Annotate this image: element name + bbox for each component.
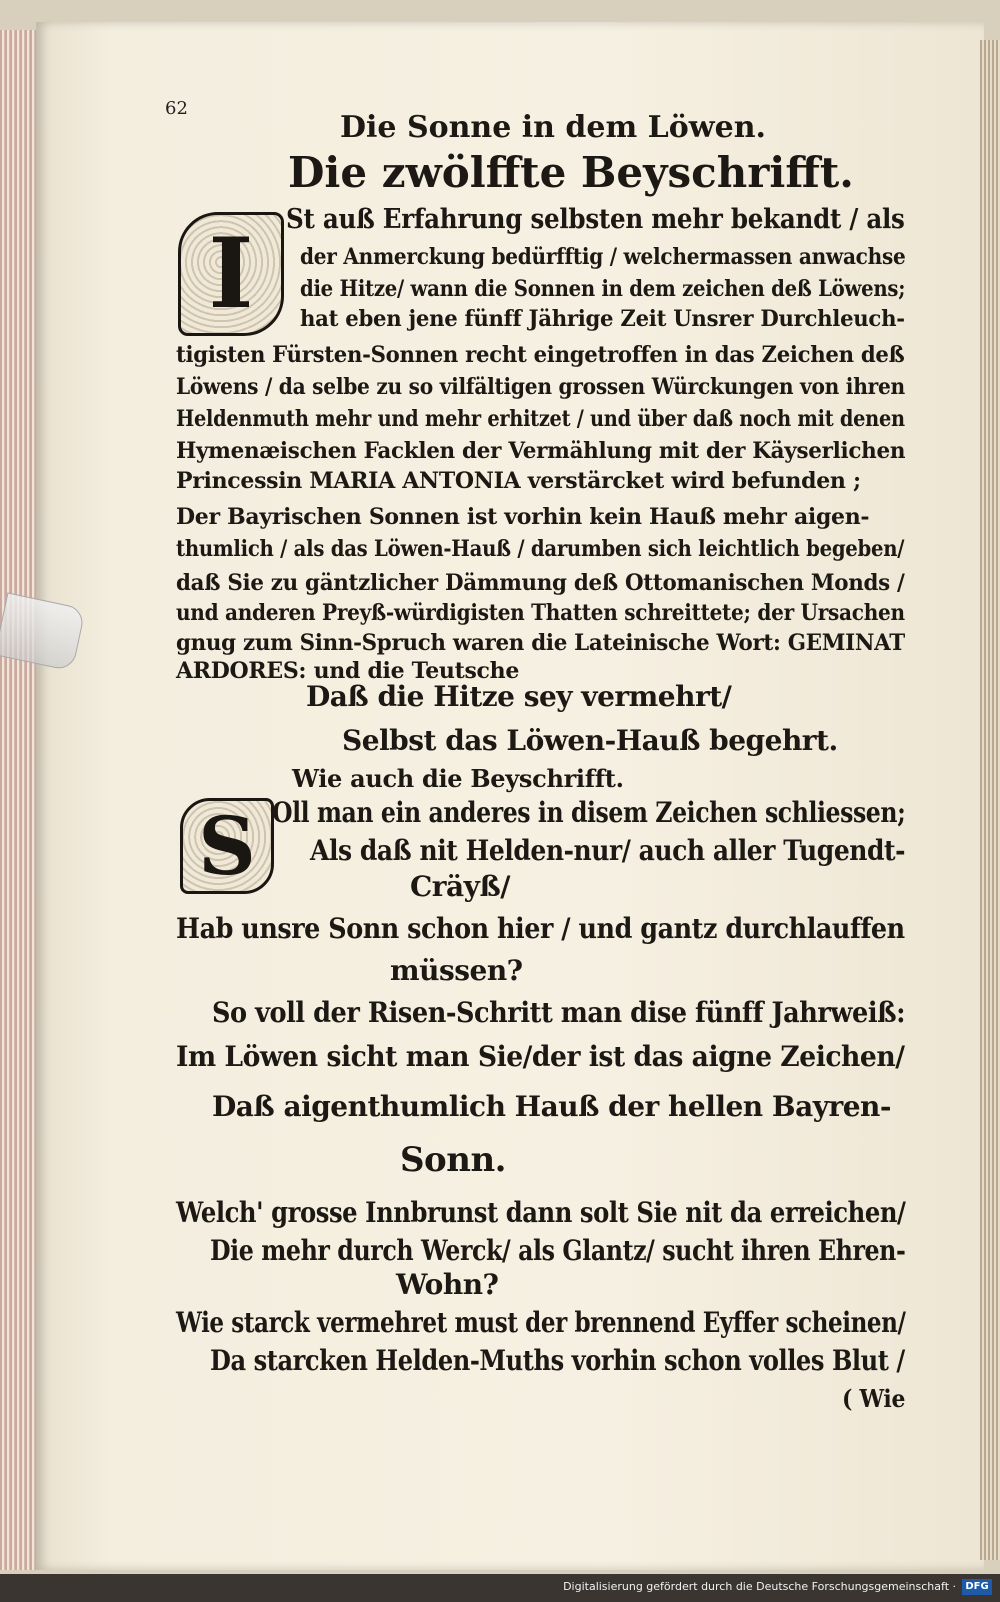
verse-line: Da starcken Helden-Muths vorhin schon volles Blut / xyxy=(210,1344,905,1377)
body-line: ARDORES: und die Teutsche xyxy=(176,658,520,684)
page-number: 62 xyxy=(165,98,188,119)
verse-line: Sonn. xyxy=(400,1140,507,1180)
page-edges-right xyxy=(980,40,1000,1560)
body-line: gnug zum Sinn-Spruch waren die Lateinische Wort: GEMINAT xyxy=(176,630,905,656)
verse-line: Die mehr durch Werck/ als Glantz/ sucht ihren Ehren- xyxy=(210,1234,906,1267)
body-line: der Anmerckung bedürfftig / welchermassen anwachse xyxy=(300,244,906,270)
catchword: ( Wie xyxy=(842,1384,906,1413)
body-line: Hymenæischen Facklen der Vermählung mit der Käyserlichen xyxy=(176,438,906,464)
body-line: hat eben jene fünff Jährige Zeit Unsrer Durchleuch- xyxy=(300,306,905,332)
body-line: und anderen Preyß-würdigisten Thatten schreittete; der Ursachen xyxy=(176,600,905,626)
dfg-logo: DFG xyxy=(962,1579,992,1595)
decorated-initial-i: I xyxy=(178,212,284,336)
motto-line: Daß die Hitze sey vermehrt/ xyxy=(306,680,732,713)
motto-line: Selbst das Löwen-Hauß begehrt. xyxy=(342,724,838,757)
footer-credit: Digitalisierung gefördert durch die Deutsche Forschungsgemeinschaft · xyxy=(563,1580,956,1593)
decorated-initial-s: S xyxy=(180,798,274,894)
verse-line: Im Löwen sicht man Sie/der ist das aigne Zeichen/ xyxy=(176,1040,905,1073)
body-line: daß Sie zu gäntzlicher Dämmung deß Ottomanischen Monds / xyxy=(176,570,905,596)
body-line: tigisten Fürsten-Sonnen recht eingetroffen in das Zeichen deß xyxy=(176,342,905,368)
verse-line: Hab unsre Sonn schon hier / und gantz durchlauffen xyxy=(176,912,905,945)
verse-line: So voll der Risen-Schritt man dise fünff Jahrweiß: xyxy=(212,996,906,1029)
verse-line: Als daß nit Helden-nur/ auch aller Tugendt- xyxy=(310,834,906,867)
verse-line: Oll man ein anderes in disem Zeichen schliessen; xyxy=(272,796,906,829)
sub-heading: Wie auch die Beyschrifft. xyxy=(292,764,624,793)
verse-line: Cräyß/ xyxy=(410,870,510,903)
running-title: Die Sonne in dem Löwen. xyxy=(340,110,766,145)
section-heading: Die zwölffte Beyschrifft. xyxy=(288,148,854,197)
body-line: thumlich / als das Löwen-Hauß / darumben sich leichtlich begeben/ xyxy=(176,536,905,562)
verse-line: Welch' grosse Innbrunst dann solt Sie nit da erreichen/ xyxy=(176,1196,906,1229)
body-line: Princessin MARIA ANTONIA verstärcket wird befunden ; xyxy=(176,468,861,494)
footer-bar xyxy=(0,1574,1000,1602)
verse-line: Daß aigenthumlich Hauß der hellen Bayren- xyxy=(212,1090,892,1123)
verse-line: müssen? xyxy=(390,954,523,987)
body-line: Löwens / da selbe zu so vilfältigen grossen Würckungen von ihren xyxy=(176,374,905,400)
verse-line: Wie starck vermehret must der brennend Eyffer scheinen/ xyxy=(176,1306,906,1339)
body-line: St auß Erfahrung selbsten mehr bekandt / als xyxy=(286,204,905,235)
verse-line: Wohn? xyxy=(396,1268,499,1301)
page-edges-left xyxy=(0,30,41,1570)
body-line: die Hitze/ wann die Sonnen in dem zeichen deß Löwens; xyxy=(300,276,906,302)
body-line: Heldenmuth mehr und mehr erhitzet / und über daß noch mit denen xyxy=(176,406,905,432)
body-line: Der Bayrischen Sonnen ist vorhin kein Hauß mehr aigen- xyxy=(176,504,870,530)
